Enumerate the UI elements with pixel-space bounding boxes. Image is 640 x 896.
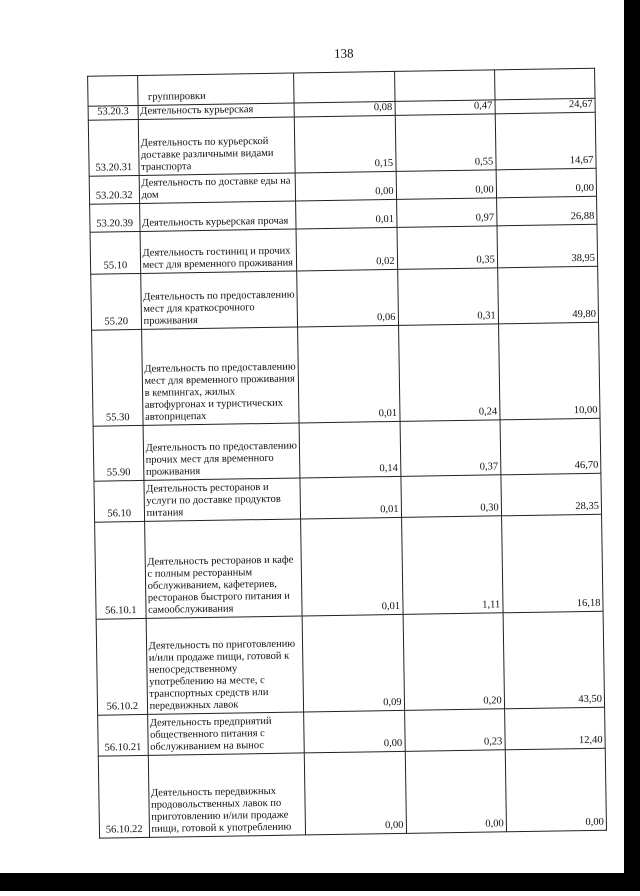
value-3-cell: 28,35 — [501, 473, 602, 516]
value-3-cell: 49,80 — [497, 266, 598, 324]
activity-name-cell: Деятельность по предоставлению мест для краткосрочного проживания — [140, 271, 298, 329]
value-3-cell: 0,00 — [505, 748, 607, 832]
activity-name-cell: Деятельность по курьерской доставке различными видами транспорта — [138, 117, 296, 175]
table-row — [92, 322, 600, 426]
value-1-cell: 0,00 — [304, 710, 405, 753]
value-1-cell — [294, 71, 395, 103]
table-row — [93, 418, 601, 481]
value-3-cell: 10,00 — [498, 322, 600, 420]
okved-table-body — [88, 68, 607, 838]
value-1-cell: 0,00 — [305, 751, 406, 835]
activity-name-cell: Деятельность ресторанов и услуги по доставке продуктов питания — [144, 478, 301, 521]
okved-code-cell: 53.20.39 — [90, 203, 140, 232]
value-2-cell: 0,37 — [400, 420, 501, 477]
okved-code-cell: 56.10.2 — [96, 618, 147, 715]
okved-code-cell: 56.10.1 — [95, 521, 146, 619]
value-1-cell: 0,14 — [299, 421, 400, 478]
value-1-cell: 0,01 — [296, 199, 397, 229]
scan-border-bottom — [0, 873, 640, 891]
value-1-cell: 0,00 — [296, 171, 397, 201]
okved-table — [87, 68, 607, 839]
activity-name-cell: Деятельность по предоставлению мест для временного проживания в кемпингах, жилых автофургонах и туристических автоприцепах — [141, 327, 299, 425]
okved-code-cell: 53.20.3 — [88, 105, 138, 120]
value-1-cell: 0,01 — [301, 517, 403, 616]
okved-code-cell: 53.20.32 — [89, 175, 139, 204]
activity-name-cell: группировки — [137, 73, 294, 105]
value-2-cell: 0,00 — [405, 750, 506, 834]
value-3-cell: 0,00 — [496, 168, 597, 198]
value-1-cell: 0,15 — [295, 115, 396, 173]
okved-code-cell: 55.30 — [92, 329, 143, 426]
value-3-cell: 16,18 — [501, 514, 603, 613]
activity-name-cell: Деятельность курьерская — [138, 103, 295, 119]
activity-name-cell: Деятельность ресторанов и кафе с полным ресторанным обслуживанием, кафетериев, ресторанов быстрого питания и самообслуживания — [144, 519, 302, 618]
value-3-cell: 46,70 — [500, 418, 601, 475]
value-1-cell: 0,08 — [294, 101, 394, 117]
value-1-cell: 0,09 — [303, 614, 405, 712]
table-row — [98, 748, 606, 838]
value-2-cell: 0,00 — [396, 170, 497, 200]
okved-code-cell: 55.10 — [90, 231, 140, 274]
value-2-cell: 0,20 — [403, 613, 505, 711]
value-2-cell: 0,35 — [397, 226, 498, 270]
activity-name-cell: Деятельность по приготовлению и/или продаже пищи, готовой к непосредственному употреблению на месте, с транспортных средств или передвижных лавок — [146, 616, 304, 714]
value-2-cell: 0,24 — [398, 324, 500, 422]
value-2-cell — [394, 70, 495, 102]
value-1-cell: 0,01 — [298, 325, 400, 423]
value-2-cell: 0,23 — [404, 709, 505, 752]
okved-code-cell: 53.20.31 — [88, 119, 138, 176]
okved-code-cell — [88, 75, 138, 106]
okved-code-cell: 55.20 — [91, 273, 141, 330]
table-row — [88, 112, 596, 176]
page-number: 138 — [333, 45, 354, 61]
value-3-cell: 24,67 — [495, 98, 595, 114]
table-row — [96, 611, 604, 715]
value-2-cell: 0,55 — [395, 114, 496, 172]
activity-name-cell: Деятельность передвижных продовольственных лавок по приготовлению и/или продаже пищи, готовой к употреблению — [148, 753, 306, 837]
okved-code-cell: 56.10 — [94, 480, 144, 522]
table-row — [91, 266, 599, 330]
activity-name-cell: Деятельность курьерская прочая — [139, 201, 296, 231]
value-2-cell: 1,11 — [401, 516, 503, 615]
value-1-cell: 0,01 — [300, 476, 401, 519]
value-3-cell: 26,88 — [496, 196, 597, 226]
value-2-cell: 0,97 — [396, 198, 497, 228]
value-2-cell: 0,30 — [401, 475, 502, 518]
scan-border-right — [624, 0, 640, 891]
value-3-cell — [494, 68, 595, 100]
activity-name-cell: Деятельность по предоставлению прочих мест для временного проживания — [143, 423, 301, 480]
value-1-cell: 0,02 — [296, 227, 397, 271]
value-1-cell: 0,06 — [297, 269, 398, 327]
okved-code-cell: 55.90 — [93, 425, 143, 481]
table-row — [95, 514, 603, 619]
value-2-cell: 0,31 — [397, 268, 498, 326]
activity-name-cell: Деятельность по доставке еды на дом — [139, 173, 296, 203]
value-3-cell: 43,50 — [503, 611, 605, 709]
okved-code-cell: 56.10.21 — [98, 714, 148, 756]
value-2-cell: 0,47 — [395, 100, 495, 116]
activity-name-cell: Деятельность гостиниц и прочих мест для временного проживания — [140, 229, 297, 273]
okved-code-cell: 56.10.22 — [98, 755, 149, 838]
activity-name-cell: Деятельность предприятий общественного питания с обслуживанием на вынос — [147, 712, 304, 755]
value-3-cell: 12,40 — [504, 707, 605, 750]
value-3-cell: 38,95 — [497, 224, 598, 268]
value-3-cell: 14,67 — [495, 112, 596, 170]
